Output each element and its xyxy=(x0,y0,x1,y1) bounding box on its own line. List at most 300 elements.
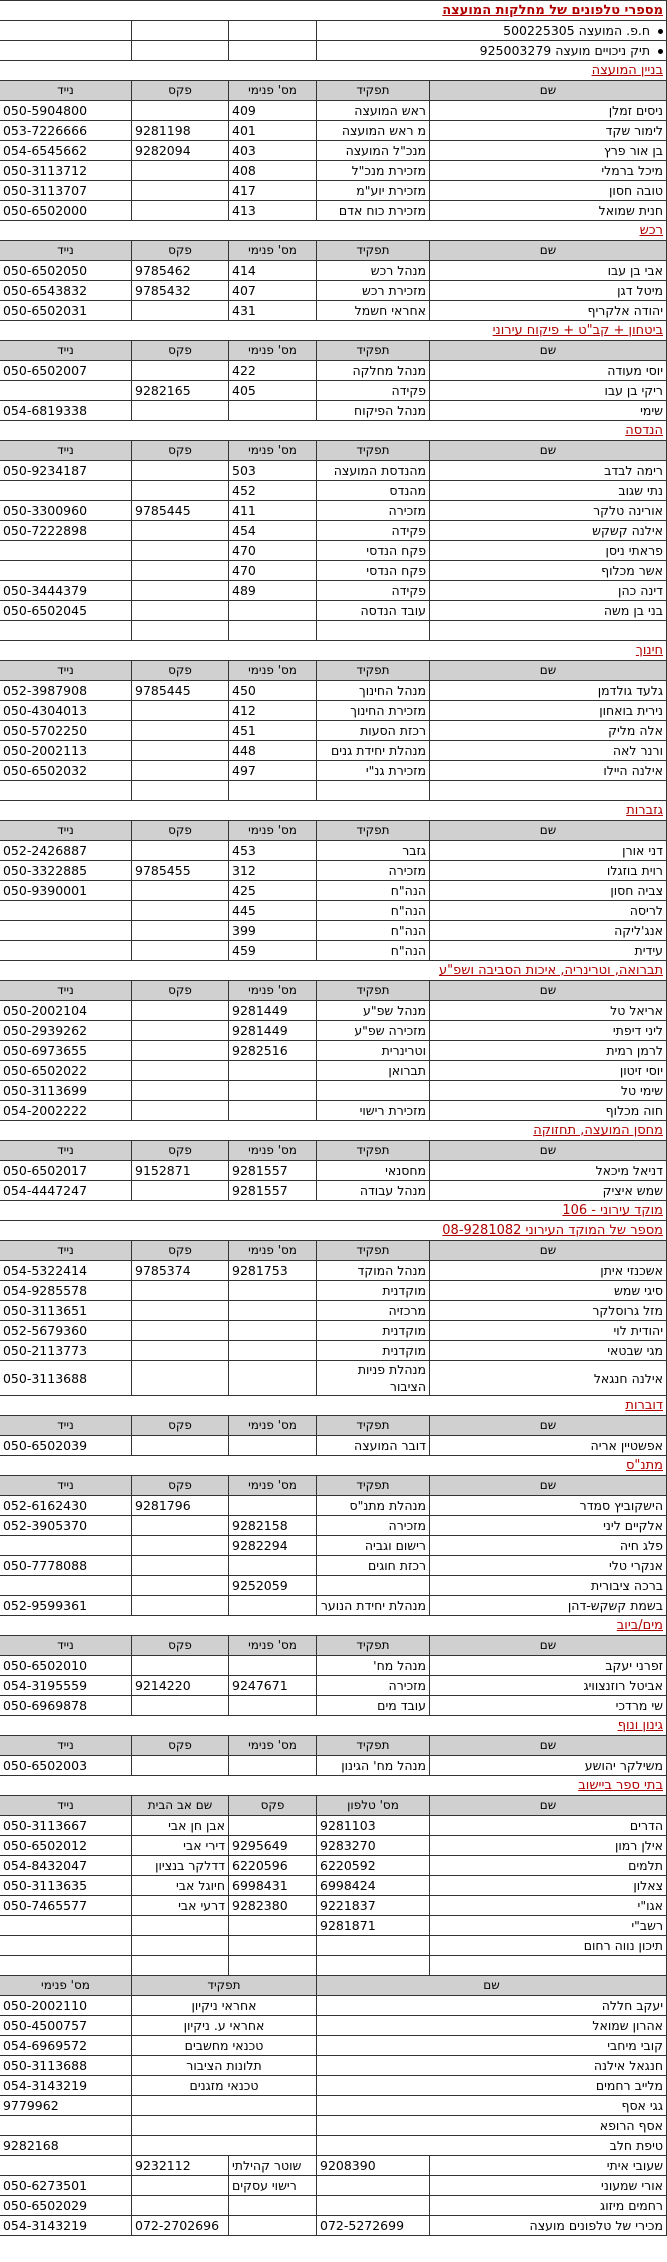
column-header-row xyxy=(0,441,667,461)
section-title-row xyxy=(0,801,667,821)
header-1: תפקיד xyxy=(317,1416,430,1436)
table-row xyxy=(0,861,667,881)
cell-name: אנג'ליקה xyxy=(430,921,667,941)
cell-role: מוקדנית xyxy=(317,1321,430,1341)
cell-phone: 054-3143219 xyxy=(0,2076,132,2096)
cell-role xyxy=(317,1576,430,1596)
cell-name: שימי טל xyxy=(430,1081,667,1101)
table-row xyxy=(0,1261,667,1281)
header-4: נייד xyxy=(0,81,132,101)
cell-role: 9283270 xyxy=(317,1836,430,1856)
section-title-row xyxy=(0,1121,667,1141)
cell-extension: 9281449 xyxy=(229,1021,317,1041)
cell-name: אבי בן עבו xyxy=(430,261,667,281)
cell-mobile: 050-3113712 xyxy=(0,161,132,181)
header-2: מס' פנימי xyxy=(229,1636,317,1656)
table-row xyxy=(0,1281,667,1301)
header-2: מס' פנימי xyxy=(229,241,317,261)
cell-mobile: 054-2002222 xyxy=(0,1101,132,1121)
cell-mobile: 054-9285578 xyxy=(0,1281,132,1301)
cell-extension xyxy=(229,1496,317,1516)
cell-name: קובי מיחבי xyxy=(317,2036,667,2056)
section-title-row xyxy=(0,221,667,241)
cell-fax xyxy=(132,1041,229,1061)
cell-mobile xyxy=(0,1916,132,1936)
header-3: פקס xyxy=(132,441,229,461)
section-title-row xyxy=(0,1616,667,1636)
cell-name: פלג חיה xyxy=(430,1536,667,1556)
cell-role: 6220592 xyxy=(317,1856,430,1876)
cell-fax: חיוגל אבי xyxy=(132,1876,229,1896)
cell-extension: 425 xyxy=(229,881,317,901)
cell-role: מזכירת יוע"מ xyxy=(317,181,430,201)
cell-mobile: 050-3300960 xyxy=(0,501,132,521)
cell-mobile xyxy=(0,941,132,961)
cell-fax xyxy=(132,1656,229,1676)
cell-role: פקידה xyxy=(317,521,430,541)
cell-mobile: 050-6502010 xyxy=(0,1656,132,1676)
cell-extension: 445 xyxy=(229,901,317,921)
cell-mobile: 052-5679360 xyxy=(0,1321,132,1341)
column-header-row xyxy=(0,1976,667,1996)
header-0: שם xyxy=(430,1141,667,1161)
cell-extension: 401 xyxy=(229,121,317,141)
cell-fax xyxy=(132,401,229,421)
header-2: מס' פנימי xyxy=(229,1416,317,1436)
column-header-row xyxy=(0,661,667,681)
table-row xyxy=(0,161,667,181)
column-header-row xyxy=(0,341,667,361)
cell-fax xyxy=(132,1536,229,1556)
header-4: נייד xyxy=(0,1736,132,1756)
cell-3 xyxy=(132,2196,229,2216)
section-title: מים/ביוב xyxy=(0,1616,667,1636)
cell-extension: 6998431 xyxy=(229,1876,317,1896)
cell-role: מנהל הפיקוח xyxy=(317,401,430,421)
column-header-row xyxy=(0,1141,667,1161)
header-4: נייד xyxy=(0,1141,132,1161)
cell-mobile: 050-3113651 xyxy=(0,1301,132,1321)
cell-role: מוקדנית xyxy=(317,1341,430,1361)
cell-role: פקידה xyxy=(317,581,430,601)
table-row xyxy=(0,1516,667,1536)
header-0: שם xyxy=(430,1416,667,1436)
cell-extension xyxy=(229,1816,317,1836)
cell-name: הדרים xyxy=(430,1816,667,1836)
table-row xyxy=(0,1301,667,1321)
cell-4: 050-6273501 xyxy=(0,2176,132,2196)
cell-name: נתי שגוב xyxy=(430,481,667,501)
table-row xyxy=(0,1321,667,1341)
cell-3: 9232112 xyxy=(132,2156,229,2176)
header-4: נייד xyxy=(0,981,132,1001)
cell-role: רישום וגביה xyxy=(317,1536,430,1556)
cell-fax xyxy=(132,1281,229,1301)
cell-fax xyxy=(132,181,229,201)
table-row xyxy=(0,941,667,961)
header-4: נייד xyxy=(0,1416,132,1436)
cell-extension xyxy=(229,1341,317,1361)
column-header-row xyxy=(0,821,667,841)
cell-extension xyxy=(229,1756,317,1776)
bullet-icon xyxy=(658,29,663,34)
section-title-row xyxy=(0,61,667,81)
header-1: מס' טלפון xyxy=(317,1796,430,1816)
cell-role: מנהל מחלקה xyxy=(317,361,430,381)
cell-fax xyxy=(132,1181,229,1201)
header-3: פקס xyxy=(132,661,229,681)
cell-name: רימה לבדב xyxy=(430,461,667,481)
cell-mobile xyxy=(0,921,132,941)
cell-name: צביה חסון xyxy=(430,881,667,901)
cell-mobile: 050-3113635 xyxy=(0,1876,132,1896)
cell-mobile: 050-6502039 xyxy=(0,1436,132,1456)
table-row xyxy=(0,701,667,721)
cell-1 xyxy=(317,2196,430,2216)
table-row xyxy=(0,721,667,741)
section-title-row xyxy=(0,641,667,661)
cell-extension xyxy=(229,1556,317,1576)
cell-role: מנהל מח' הגינון xyxy=(317,1756,430,1776)
cell-fax xyxy=(132,1301,229,1321)
cell-fax xyxy=(132,1361,229,1396)
cell-name: אנקרי טלי xyxy=(430,1556,667,1576)
cell-role: הנה"ח xyxy=(317,881,430,901)
cell-extension: 470 xyxy=(229,541,317,561)
table-row xyxy=(0,2016,667,2036)
header-1: תפקיד xyxy=(317,241,430,261)
cell-mobile: 052-3987908 xyxy=(0,681,132,701)
cell-name: מיטל דגן xyxy=(430,281,667,301)
cell-fax: 9785432 xyxy=(132,281,229,301)
table-row xyxy=(0,461,667,481)
table-row xyxy=(0,761,667,781)
cell-fax xyxy=(132,101,229,121)
cell-name: אורינה טלקר xyxy=(430,501,667,521)
cell-extension xyxy=(229,1321,317,1341)
cell-role: רכזת חוגים xyxy=(317,1556,430,1576)
header-0: שם xyxy=(430,441,667,461)
cell-extension: 312 xyxy=(229,861,317,881)
cell-mobile: 054-3195559 xyxy=(0,1676,132,1696)
cell-name: ליני דיפתי xyxy=(430,1021,667,1041)
cell-mobile xyxy=(0,561,132,581)
cell-0: אורי שמעוני xyxy=(430,2176,667,2196)
cell-fax xyxy=(132,1916,229,1936)
cell-3: 072-2702696 xyxy=(132,2216,229,2236)
cell-extension: 403 xyxy=(229,141,317,161)
table-row xyxy=(0,601,667,621)
header-4: נייד xyxy=(0,241,132,261)
cell-2 xyxy=(229,2196,317,2216)
cell-name: דניאל מיכאל xyxy=(430,1161,667,1181)
cell-extension: 459 xyxy=(229,941,317,961)
table-row xyxy=(0,561,667,581)
header-3: פקס xyxy=(132,981,229,1001)
table-row xyxy=(0,181,667,201)
cell-role: אחראי ניקיון xyxy=(132,1996,317,2016)
table-row xyxy=(0,1181,667,1201)
table-row xyxy=(0,1576,667,1596)
header-2: מס' פנימי xyxy=(229,1476,317,1496)
cell-name: אריאל טל xyxy=(430,1001,667,1021)
header-1: תפקיד xyxy=(317,341,430,361)
header-0: שם xyxy=(430,1241,667,1261)
cell-role: מזכירה xyxy=(317,501,430,521)
cell-name: אלקיים ליני xyxy=(430,1516,667,1536)
cell-fax xyxy=(132,481,229,501)
table-row xyxy=(0,301,667,321)
table-row xyxy=(0,501,667,521)
header-1: תפקיד xyxy=(317,821,430,841)
table-row xyxy=(0,2036,667,2056)
cell-name: אגו"י xyxy=(430,1896,667,1916)
header-2: מס' פנימי xyxy=(229,341,317,361)
header-1: תפקיד xyxy=(317,1636,430,1656)
header-1: תפקיד xyxy=(317,1476,430,1496)
cell-extension xyxy=(229,1361,317,1396)
cell-role: ראש המועצה xyxy=(317,101,430,121)
cell-fax xyxy=(132,901,229,921)
cell-role: 9281871 xyxy=(317,1916,430,1936)
cell-role: עובד הנדסה xyxy=(317,601,430,621)
cell-mobile: 053-7226666 xyxy=(0,121,132,141)
table-row xyxy=(0,2176,667,2196)
cell-role: מנהלת יחידת הנוער xyxy=(317,1596,430,1616)
header-0: שם xyxy=(430,661,667,681)
header-0: שם xyxy=(430,981,667,1001)
header-3: פקס xyxy=(132,1241,229,1261)
column-header-row xyxy=(0,81,667,101)
cell-name: עידית xyxy=(430,941,667,961)
cell-name: טובה חסון xyxy=(430,181,667,201)
cell-name: יהודית לוי xyxy=(430,1321,667,1341)
cell-name: מיכל ברמלי xyxy=(430,161,667,181)
table-row xyxy=(0,1021,667,1041)
header-1: תפקיד xyxy=(317,1141,430,1161)
cell-extension xyxy=(229,1696,317,1716)
cell-name: אביטל רוזנצוויג xyxy=(430,1676,667,1696)
cell-extension: 408 xyxy=(229,161,317,181)
section-title-row xyxy=(0,321,667,341)
cell-role: אחראי ע. ניקיון xyxy=(132,2016,317,2036)
table-row xyxy=(0,581,667,601)
header-3: פקס xyxy=(132,1636,229,1656)
cell-fax xyxy=(132,361,229,381)
header-4: נייד xyxy=(0,821,132,841)
table-row xyxy=(0,2216,667,2236)
cell-extension: 9252059 xyxy=(229,1576,317,1596)
cell-role: מנהל שפ"ע xyxy=(317,1001,430,1021)
cell-fax xyxy=(132,841,229,861)
cell-fax: אבן חן אבי xyxy=(132,1816,229,1836)
cell-extension xyxy=(229,1596,317,1616)
table-row xyxy=(0,1836,667,1856)
cell-role: פקח הנדסי xyxy=(317,541,430,561)
header-0: שם xyxy=(430,1796,667,1816)
blank-row xyxy=(0,621,667,641)
table-row xyxy=(0,261,667,281)
cell-name: שמש איציק xyxy=(430,1181,667,1201)
cell-mobile: 050-6502045 xyxy=(0,601,132,621)
cell-fax: 9785374 xyxy=(132,1261,229,1281)
cell-4: 054-3143219 xyxy=(0,2216,132,2236)
cell-name: דני אורן xyxy=(430,841,667,861)
section-title-row xyxy=(0,421,667,441)
cell-fax xyxy=(132,1021,229,1041)
blank-row xyxy=(0,1956,667,1976)
section-title: בניין המועצה xyxy=(0,61,667,81)
header-4: נייד xyxy=(0,441,132,461)
table-row xyxy=(0,1676,667,1696)
cell-role: מזכירה xyxy=(317,1516,430,1536)
cell-extension xyxy=(229,1936,317,1956)
cell-name: חנגאל אילנה xyxy=(317,2056,667,2076)
cell-0: מכירי של טלפונים מועצה xyxy=(430,2216,667,2236)
cell-name: אשכנזי איתן xyxy=(430,1261,667,1281)
table-row xyxy=(0,841,667,861)
section-title: חינוך xyxy=(0,641,667,661)
table-row xyxy=(0,1996,667,2016)
cell-role: תברואן xyxy=(317,1061,430,1081)
section-title-row xyxy=(0,1776,667,1796)
cell-extension: 9281753 xyxy=(229,1261,317,1281)
cell-fax xyxy=(132,461,229,481)
cell-role: מנהלת יחידת גנים xyxy=(317,741,430,761)
column-header-row xyxy=(0,1796,667,1816)
cell-role: מחסנאי xyxy=(317,1161,430,1181)
table-row xyxy=(0,381,667,401)
cell-mobile: 050-2939262 xyxy=(0,1021,132,1041)
cell-mobile: 050-7465577 xyxy=(0,1896,132,1916)
cell-mobile: 052-6162430 xyxy=(0,1496,132,1516)
cell-fax xyxy=(132,1556,229,1576)
cell-role: מרכזיה xyxy=(317,1301,430,1321)
cell-extension xyxy=(229,601,317,621)
table-row xyxy=(0,1361,667,1396)
table-row xyxy=(0,1656,667,1676)
table-row xyxy=(0,141,667,161)
cell-mobile: 052-3905370 xyxy=(0,1516,132,1536)
cell-mobile: 050-6502050 xyxy=(0,261,132,281)
cell-fax xyxy=(132,1696,229,1716)
table-row xyxy=(0,521,667,541)
table-row xyxy=(0,1756,667,1776)
section-title-row xyxy=(0,1201,667,1221)
cell-extension: 9282380 xyxy=(229,1896,317,1916)
header-4: נייד xyxy=(0,1241,132,1261)
table-row xyxy=(0,921,667,941)
cell-extension: 9281557 xyxy=(229,1161,317,1181)
phone-directory-body xyxy=(0,1,667,2236)
cell-mobile: 050-6502031 xyxy=(0,301,132,321)
cell-phone: 050-3113688 xyxy=(0,2056,132,2076)
table-row xyxy=(0,1916,667,1936)
cell-mobile: 050-3113707 xyxy=(0,181,132,201)
cell-name: פראתי ניסן xyxy=(430,541,667,561)
cell-fax xyxy=(132,921,229,941)
column-header-row xyxy=(0,241,667,261)
cell-fax xyxy=(132,521,229,541)
section-title: רכש xyxy=(0,221,667,241)
cell-role: מזכירת החינוך xyxy=(317,701,430,721)
table-row xyxy=(0,101,667,121)
table-row xyxy=(0,1061,667,1081)
cell-role: מנהל המוקד xyxy=(317,1261,430,1281)
cell-name: צאלון xyxy=(430,1876,667,1896)
cell-fax: 9152871 xyxy=(132,1161,229,1181)
cell-fax: דירי אבי xyxy=(132,1836,229,1856)
cell-name: אילנה היילו xyxy=(430,761,667,781)
cell-name: נירית בואחון xyxy=(430,701,667,721)
cell-name: מזל גרוסלקר xyxy=(430,1301,667,1321)
table-row xyxy=(0,1041,667,1061)
section-title: גינון ונוף xyxy=(0,1716,667,1736)
header-4: נייד xyxy=(0,1476,132,1496)
cell-fax xyxy=(132,1436,229,1456)
cell-name: דינה כהן xyxy=(430,581,667,601)
sheet-title: מספרי טלפונים של מחלקות המועצה xyxy=(0,1,667,21)
header-0: שם xyxy=(430,1636,667,1656)
cell-extension: 9295649 xyxy=(229,1836,317,1856)
section-title-row xyxy=(0,1716,667,1736)
cell-mobile: 050-6502032 xyxy=(0,761,132,781)
cell-role: טכנאי מזגנים xyxy=(132,2076,317,2096)
cell-fax xyxy=(132,1516,229,1536)
section-subtitle: מספר של המוקד העירוני 08-9281082 xyxy=(0,1221,667,1241)
cell-role: מזכירת מנכ"ל xyxy=(317,161,430,181)
header-3: פקס xyxy=(132,1141,229,1161)
section-title: גזברות xyxy=(0,801,667,821)
header-1: תפקיד xyxy=(317,1241,430,1261)
cell-role: מזכירת רישוי xyxy=(317,1101,430,1121)
cell-extension: 454 xyxy=(229,521,317,541)
cell-extension: 407 xyxy=(229,281,317,301)
cell-mobile: 050-3113688 xyxy=(0,1361,132,1396)
header-1: תפקיד xyxy=(317,81,430,101)
cell-extension: 452 xyxy=(229,481,317,501)
cell-phone: 050-4500757 xyxy=(0,2016,132,2036)
cell-extension: 417 xyxy=(229,181,317,201)
cell-fax xyxy=(132,301,229,321)
cell-role: פקח הנדסי xyxy=(317,561,430,581)
cell-fax: 9785445 xyxy=(132,681,229,701)
cell-phone: 054-6969572 xyxy=(0,2036,132,2056)
cell-fax xyxy=(132,701,229,721)
cell-extension xyxy=(229,1081,317,1101)
cell-name: מגי שבטאי xyxy=(430,1341,667,1361)
cell-mobile: 050-2113773 xyxy=(0,1341,132,1361)
cell-role: מזכירה xyxy=(317,1676,430,1696)
cell-mobile: 050-6973655 xyxy=(0,1041,132,1061)
cell-fax xyxy=(132,1341,229,1361)
cell-extension xyxy=(229,1656,317,1676)
section-title-row xyxy=(0,1456,667,1476)
cell-mobile xyxy=(0,1576,132,1596)
table-row xyxy=(0,1536,667,1556)
table-row xyxy=(0,1816,667,1836)
table-row xyxy=(0,1936,667,1956)
cell-fax xyxy=(132,1001,229,1021)
cell-mobile: 050-6502022 xyxy=(0,1061,132,1081)
cell-extension xyxy=(229,1916,317,1936)
table-row xyxy=(0,361,667,381)
section-title: מתנ"ס xyxy=(0,1456,667,1476)
cell-role: 9281103 xyxy=(317,1816,430,1836)
table-row xyxy=(0,1856,667,1876)
cell-role: מ ראש המועצה xyxy=(317,121,430,141)
cell-fax xyxy=(132,581,229,601)
